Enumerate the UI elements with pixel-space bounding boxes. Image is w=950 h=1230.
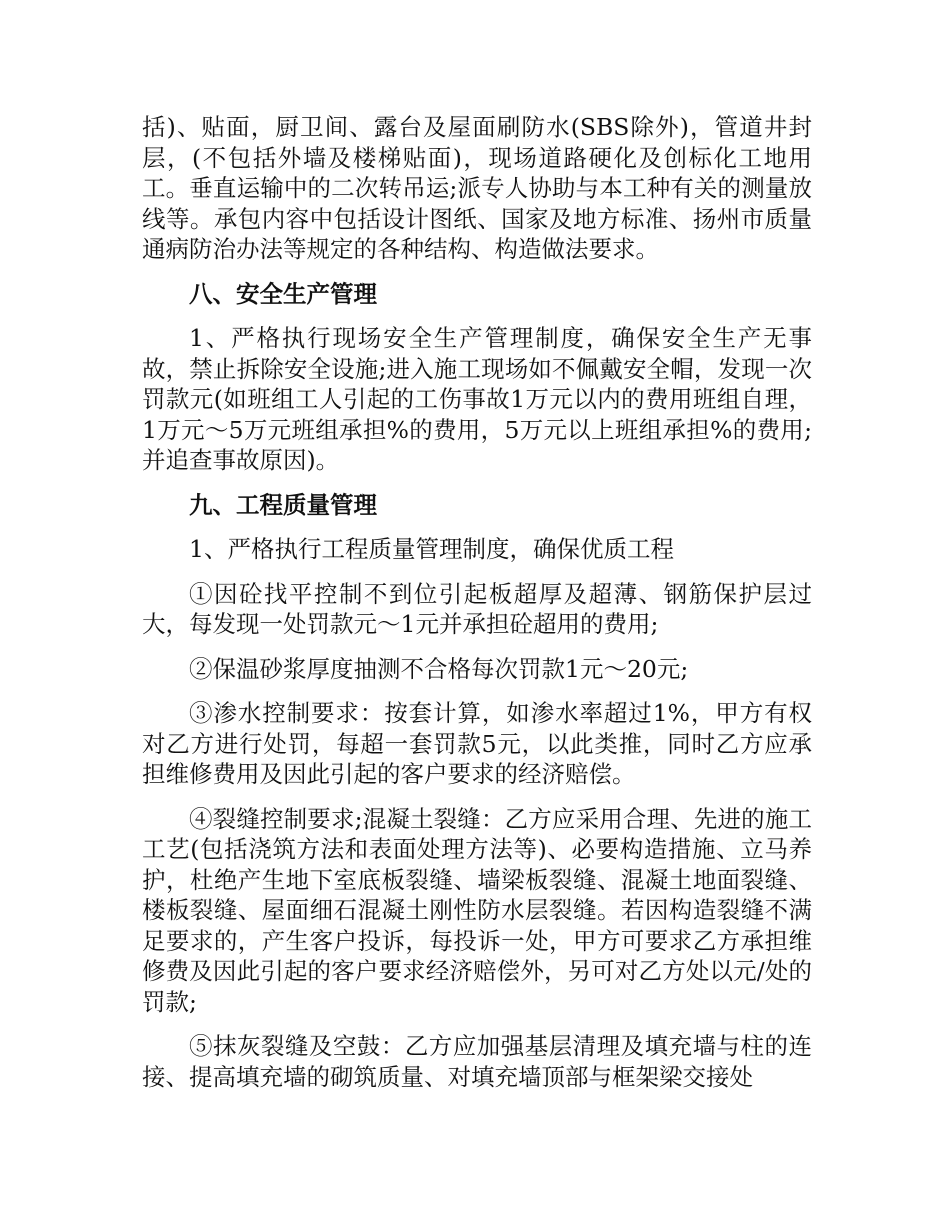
list-item-plaster-cracks: ⑤抹灰裂缝及空鼓：乙方应加强基层清理及填充墙与柱的连接、提高填充墙的砌筑质量、对填充墙顶部与框架梁交接处 bbox=[142, 1032, 812, 1091]
paragraph-scope-continued: 括)、贴面，厨卫间、露台及屋面刷防水(SBS除外)，管道井封层，(不包括外墙及楼梯贴面)，现场道路硬化及创标化工地用工。垂直运输中的二次转吊运;派专人协助与本工种有关的测量放线等。承包内容中包括设计图纸、国家及地方标准、扬州市质量通病防治办法等规定的各种结构、构造做法要求。 bbox=[142, 113, 812, 263]
list-item-insulation-mortar: ②保温砂浆厚度抽测不合格每次罚款1元～20元; bbox=[189, 654, 689, 683]
document-page bbox=[142, 112, 812, 1106]
list-item-crack-control: ④裂缝控制要求;混凝土裂缝：乙方应采用合理、先进的施工工艺(包括浇筑方法和表面处理方法等)、必要构造措施、立马养护，杜绝产生地下室底板裂缝、墙梁板裂缝、混凝土地面裂缝、楼板裂缝、屋面细石混凝土刚性防水层裂缝。若因构造裂缝不满足要求的，产生客户投诉，每投诉一处，甲方可要求乙方承担维修费及因此引起的客户要求经济赔偿外，另可对乙方处以元/处的罚款; bbox=[142, 804, 812, 1016]
paragraph-quality-intro: 1、严格执行工程质量管理制度，确保优质工程 bbox=[189, 535, 674, 563]
section-heading-quality: 九、工程质量管理 bbox=[189, 490, 377, 519]
section-heading-safety: 八、安全生产管理 bbox=[189, 279, 377, 308]
list-item-leakage-control: ③渗水控制要求：按套计算，如渗水率超过1%，甲方有权对乙方进行处罚，每超一套罚款5元，以此类推，同时乙方应承担维修费用及因此引起的客户要求的经济赔偿。 bbox=[142, 699, 812, 788]
list-item-concrete-leveling: ①因砼找平控制不到位引起板超厚及超薄、钢筋保护层过大，每发现一处罚款元～1元并承担砼超用的费用; bbox=[142, 579, 812, 638]
paragraph-safety-rules: 1、严格执行现场安全生产管理制度，确保安全生产无事故，禁止拆除安全设施;进入施工现场如不佩戴安全帽，发现一次罚款元(如班组工人引起的工伤事故1万元以内的费用班组自理，1万元～5万元班组承担%的费用，5万元以上班组承担%的费用;并追查事故原因)。 bbox=[142, 324, 812, 474]
